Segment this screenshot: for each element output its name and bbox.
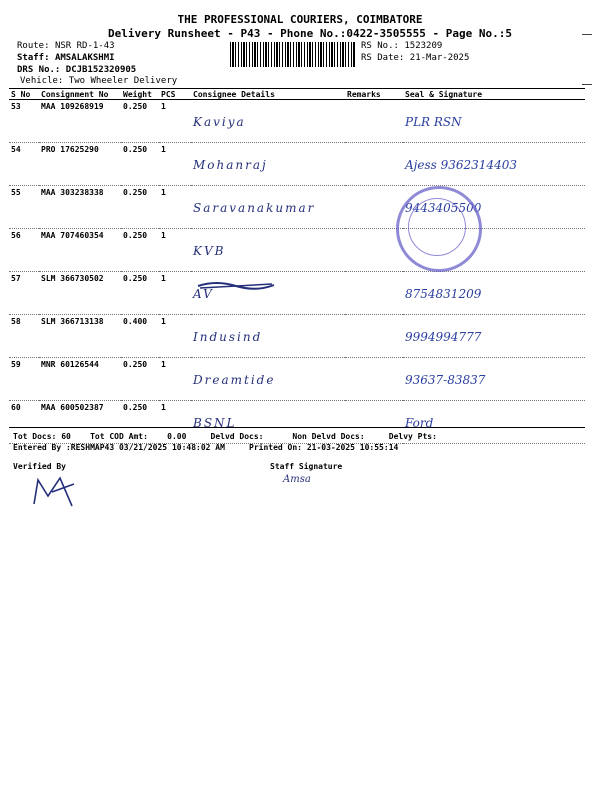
entry-line [13, 443, 398, 452]
vehicle-label: Vehicle: [20, 76, 64, 86]
cell-consignee: Mohanraj [191, 143, 345, 186]
cell-weight: 0.250 [121, 186, 159, 229]
cell-remarks [345, 272, 403, 315]
table-row [9, 186, 585, 229]
cell-consignee: KVB [191, 229, 345, 272]
route-line [17, 41, 115, 51]
cell-consignment: SLM 366730502 [39, 272, 121, 315]
cell-remarks [345, 315, 403, 358]
col-consignee: Consignee Details [191, 89, 345, 100]
col-pcs: PCS [159, 89, 191, 100]
cell-pcs: 1 [159, 401, 191, 444]
col-weight: Weight [121, 89, 159, 100]
cell-pcs: 1 [159, 229, 191, 272]
rs-date-label: RS Date: [361, 53, 405, 63]
cell-signature: 9994994777 [403, 315, 585, 358]
col-remarks: Remarks [345, 89, 403, 100]
margin-mark [582, 34, 592, 35]
cell-signature: 8754831209 [403, 272, 585, 315]
rs-no-value: 1523209 [404, 41, 443, 51]
cell-pcs: 1 [159, 100, 191, 143]
cell-consignee: BSNL [191, 401, 345, 444]
cell-sno: 56 [9, 229, 39, 272]
staff-label: Staff: [17, 53, 50, 63]
strikethrough-scribble [196, 278, 276, 292]
tot-docs-value: 60 [61, 432, 71, 441]
delvd-docs-label: Delvd Docs: [210, 432, 264, 441]
cell-signature: PLR RSN [403, 100, 585, 143]
cell-consignment: PRO 17625290 [39, 143, 121, 186]
tot-docs-label: Tot Docs: [13, 432, 57, 441]
cell-consignment: MAA 600502387 [39, 401, 121, 444]
staff-handwritten-signature: Amsa [283, 474, 311, 485]
tot-cod-value: 0.00 [167, 432, 187, 441]
cell-consignment: MAA 303238338 [39, 186, 121, 229]
cell-consignment: MAA 707460354 [39, 229, 121, 272]
staff-line [17, 53, 115, 63]
non-delvd-docs-label: Non Delvd Docs: [292, 432, 365, 441]
table-row [9, 229, 585, 272]
cell-sno: 57 [9, 272, 39, 315]
cell-remarks [345, 186, 403, 229]
cell-signature: Ford [403, 401, 585, 444]
cell-signature: 93637-83837 [403, 358, 585, 401]
rs-date-line [361, 53, 469, 63]
cell-weight: 0.250 [121, 272, 159, 315]
cell-remarks [345, 100, 403, 143]
vehicle-value: Two Wheeler Delivery [68, 76, 178, 86]
cell-pcs: 1 [159, 272, 191, 315]
totals-line [13, 432, 437, 441]
cell-sno: 58 [9, 315, 39, 358]
cell-remarks [345, 229, 403, 272]
table-row [9, 100, 585, 143]
cell-pcs: 1 [159, 186, 191, 229]
tot-cod-label: Tot COD Amt: [90, 432, 148, 441]
footer-divider [9, 427, 585, 428]
verified-by-label: Verified By [13, 462, 66, 471]
col-sno: S No [9, 89, 39, 100]
entered-by: Entered By :RESHMAP43 03/21/2025 10:48:02 AM [13, 443, 225, 452]
drs-label: DRS No.: [17, 65, 61, 75]
runsheet-table [9, 88, 585, 444]
verifier-signature [30, 474, 80, 508]
cell-consignee: Dreamtide [191, 358, 345, 401]
cell-consignment: SLM 366713138 [39, 315, 121, 358]
cell-consignee: Saravanakumar [191, 186, 345, 229]
table-header-row [9, 89, 585, 100]
rs-no-label: RS No.: [361, 41, 399, 51]
drs-line [17, 65, 136, 75]
cell-weight: 0.400 [121, 315, 159, 358]
cell-weight: 0.250 [121, 358, 159, 401]
rs-date-value: 21-Mar-2025 [409, 53, 470, 63]
company-seal-stamp [396, 186, 482, 272]
table-row [9, 358, 585, 401]
cell-remarks [345, 143, 403, 186]
cell-weight: 0.250 [121, 100, 159, 143]
route-label: Route: [17, 41, 50, 51]
cell-sno: 53 [9, 100, 39, 143]
table-row [9, 143, 585, 186]
barcode [230, 42, 356, 67]
company-title: THE PROFESSIONAL COURIERS, COIMBATORE [177, 13, 423, 26]
cell-consignment: MNR 60126544 [39, 358, 121, 401]
staff-signature-label: Staff Signature [270, 462, 343, 471]
cell-signature: Ajess 9362314403 [403, 143, 585, 186]
cell-pcs: 1 [159, 315, 191, 358]
table-row [9, 315, 585, 358]
cell-sno: 60 [9, 401, 39, 444]
cell-consignment: MAA 109268919 [39, 100, 121, 143]
cell-remarks [345, 358, 403, 401]
cell-sno: 55 [9, 186, 39, 229]
margin-mark [582, 84, 592, 85]
cell-weight: 0.250 [121, 143, 159, 186]
cell-pcs: 1 [159, 143, 191, 186]
cell-pcs: 1 [159, 358, 191, 401]
cell-consignee: AV [191, 272, 345, 315]
col-signature: Seal & Signature [403, 89, 585, 100]
cell-sno: 59 [9, 358, 39, 401]
runsheet-subtitle: Delivery Runsheet - P43 - Phone No.:0422-3505555 - Page No.:5 [108, 27, 512, 40]
rs-no-line [361, 41, 442, 51]
table-row [9, 272, 585, 315]
cell-signature: 9443405500 [403, 186, 585, 229]
cell-weight: 0.250 [121, 229, 159, 272]
drs-value: DCJB152320905 [65, 65, 137, 75]
vehicle-line [20, 76, 177, 86]
cell-consignee: Kaviya [191, 100, 345, 143]
staff-value: AMSALAKSHMI [54, 53, 115, 63]
delvy-pts-label: Delvy Pts: [388, 432, 437, 441]
col-consignment: Consignment No [39, 89, 121, 100]
cell-sno: 54 [9, 143, 39, 186]
cell-weight: 0.250 [121, 401, 159, 444]
printed-on: Printed On: 21-03-2025 10:55:14 [249, 443, 399, 452]
cell-consignee: Indusind [191, 315, 345, 358]
route-value: NSR RD-1-43 [54, 41, 115, 51]
